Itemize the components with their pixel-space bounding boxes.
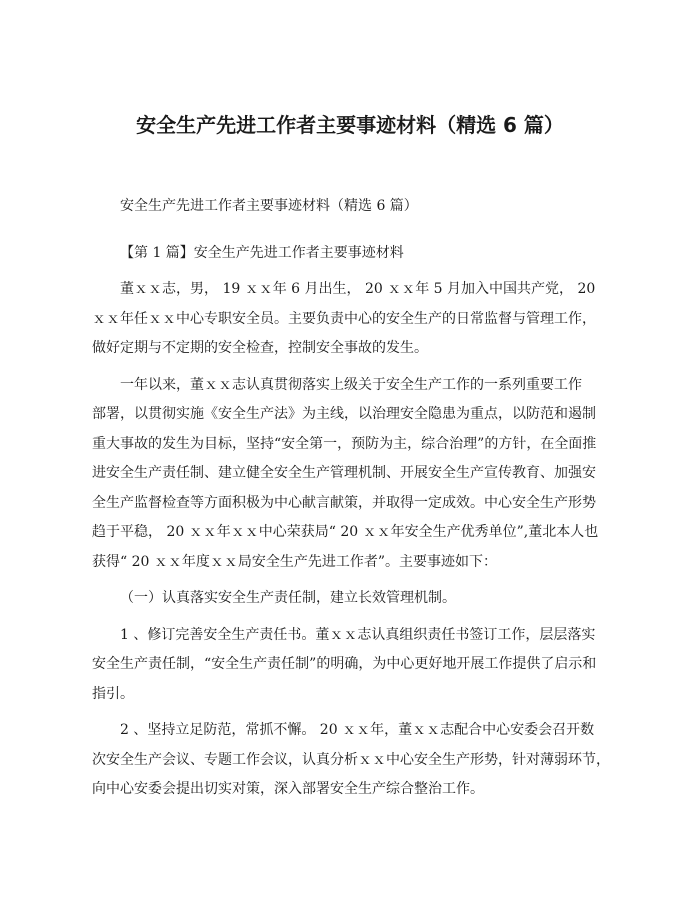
paragraph-subheading — [92, 584, 612, 614]
text-line: 1 、修订完善安全生产责任书。董ｘｘ志认真组织责任书签订工作，层层落实 — [120, 626, 596, 643]
paragraph-item-1 — [92, 621, 612, 710]
paragraph-section-heading — [92, 239, 612, 269]
paragraph-item-2 — [92, 716, 612, 805]
text-line: 一年以来，董ｘｘ志认真贯彻落实上级关于安全生产工作的一系列重要工作 — [120, 376, 582, 393]
text-line: 指引。 — [92, 685, 134, 702]
text-line: 次安全生产会议、专题工作会议，认真分析ｘｘ中心安全生产形势，针对薄弱环节， — [92, 751, 610, 768]
text-line: 部署，以贯彻实施《安全生产法》为主线，以治理安全隐患为重点，以防范和遏制 — [92, 406, 596, 422]
text-line: 2 、坚持立足防范，常抓不懈。 20 ｘｘ年，董ｘｘ志配合中心安委会召开数 — [120, 722, 595, 738]
text-line: 趋于平稳， 20 ｘｘ年ｘｘ中心荣获局“ 20 ｘｘ年安全生产优秀单位”,董北本人也 — [92, 524, 599, 540]
paragraph-intro — [92, 275, 612, 364]
text-line: ｘｘ年任ｘｘ中心专职安全员。主要负责中心的安全生产的日常监督与管理工作， — [92, 310, 596, 327]
document-body — [92, 192, 612, 805]
paragraph-summary — [92, 371, 612, 578]
text-line: 做好定期与不定期的安全检查，控制安全事故的发生。 — [92, 340, 428, 356]
text-line: 重大事故的发生为目标，坚持“安全第一，预防为主，综合治理”的方针，在全面推 — [92, 435, 597, 452]
paragraph-subtitle — [92, 192, 612, 222]
text-line: 安全生产责任制，“安全生产责任制”的明确，为中心更好地开展工作提供了启示和 — [92, 656, 597, 672]
text-line: 董ｘｘ志，男， 19 ｘｘ年 6 月出生， 20 ｘｘ年 5 月加入中国共产党， 20 — [120, 281, 596, 297]
document-title: 安全生产先进工作者主要事迹材料（精选 6 篇） — [136, 113, 564, 137]
text-line: 【第 1 篇】安全生产先进工作者主要事迹材料 — [120, 244, 404, 261]
text-line: （一）认真落实安全生产责任制，建立长效管理机制。 — [120, 590, 456, 606]
text-line: 向中心安委会提出切实对策，深入部署安全生产综合整治工作。 — [92, 781, 484, 797]
text-line: 全生产监督检查等方面积极为中心献言献策，并取得一定成效。中心安全生产形势 — [92, 494, 596, 511]
text-line: 进安全生产责任制、建立健全安全生产管理机制、开展安全生产宣传教育、加强安 — [92, 465, 596, 481]
text-line: 获得“ 20 ｘｘ年度ｘｘ局安全生产先进工作者”。主要事迹如下： — [92, 553, 498, 570]
text-line: 安全生产先进工作者主要事迹材料（精选 6 篇） — [120, 198, 418, 214]
